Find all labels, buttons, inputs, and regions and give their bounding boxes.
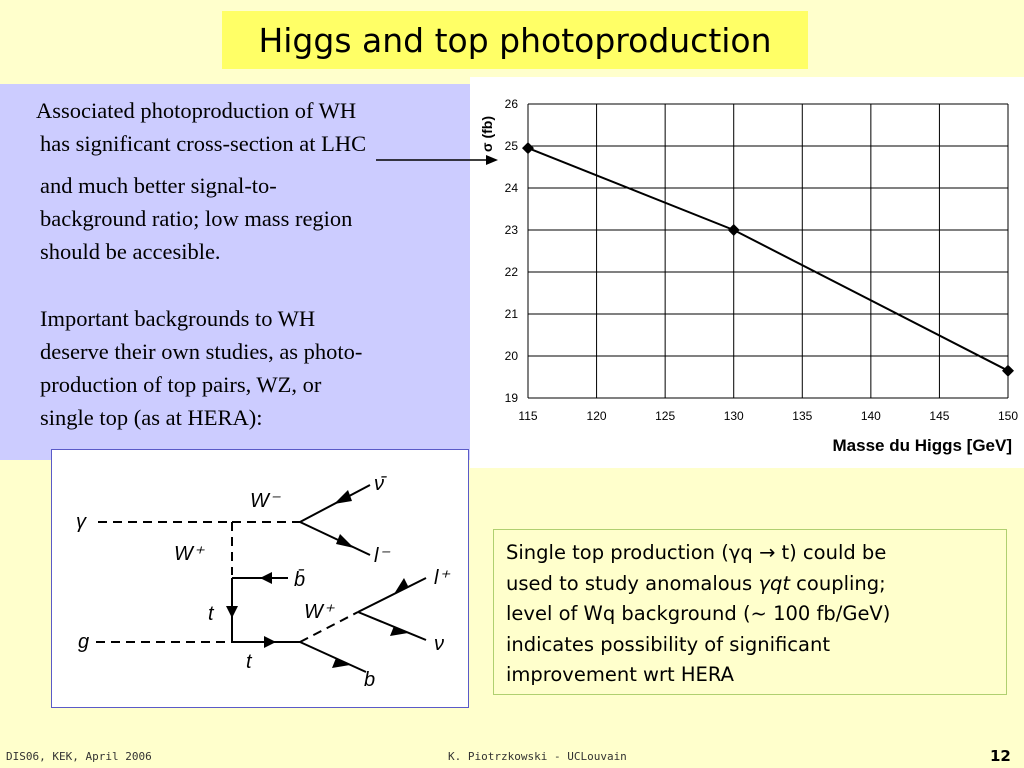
y-tick-label: 26 bbox=[504, 97, 518, 111]
x-axis-label: Masse du Higgs [GeV] bbox=[832, 436, 1012, 455]
y-tick-label: 25 bbox=[504, 139, 518, 153]
x-tick-label: 135 bbox=[792, 409, 813, 423]
note-line: used to study anomalous γqt coupling; bbox=[506, 571, 886, 595]
data-point bbox=[728, 224, 740, 236]
slide-title: Higgs and top photoproduction bbox=[222, 11, 808, 69]
lminus-label: l⁻ bbox=[374, 545, 389, 567]
lplus-label: l⁺ bbox=[434, 567, 449, 589]
page-number: 12 bbox=[990, 747, 1011, 765]
text-line: should be accesible. bbox=[40, 239, 221, 264]
gamma-label: γ bbox=[76, 511, 86, 533]
series-line bbox=[528, 148, 1008, 371]
x-tick-label: 120 bbox=[586, 409, 607, 423]
x-tick-label: 125 bbox=[655, 409, 676, 423]
text-line: deserve their own studies, as photo- bbox=[40, 339, 363, 364]
feynman-diagram bbox=[52, 450, 468, 707]
note-line: level of Wq background (~ 100 fb/GeV) bbox=[506, 602, 891, 625]
text-line: background ratio; low mass region bbox=[40, 206, 353, 231]
x-tick-label: 140 bbox=[860, 409, 881, 423]
y-tick-label: 23 bbox=[504, 223, 518, 237]
text-line: production of top pairs, WZ, or bbox=[40, 372, 322, 397]
t-bottom-label: t bbox=[246, 651, 252, 673]
feynman-diagram-panel bbox=[51, 449, 469, 708]
w-plus-right-label: W⁺ bbox=[304, 601, 334, 623]
lminus-line bbox=[300, 522, 370, 555]
nubar-label: ν̄ bbox=[374, 473, 384, 495]
y-tick-label: 21 bbox=[504, 307, 518, 321]
footer-conference: DIS06, KEK, April 2006 bbox=[6, 750, 152, 763]
text-line: has significant cross-section at LHC bbox=[40, 131, 367, 156]
nu-label: ν bbox=[434, 633, 444, 655]
y-tick-label: 22 bbox=[504, 265, 518, 279]
y-axis-label: σ (fb) bbox=[479, 115, 495, 152]
text-line: Important backgrounds to WH bbox=[40, 306, 316, 331]
bbar-label: b̄ bbox=[294, 569, 306, 591]
y-tick-label: 19 bbox=[504, 391, 518, 405]
text-panel bbox=[0, 84, 476, 460]
note-line: improvement wrt HERA bbox=[506, 663, 734, 686]
nu-line bbox=[358, 612, 426, 640]
b-label: b bbox=[364, 669, 376, 691]
pointer-arrow bbox=[370, 150, 500, 170]
text-line: Associated photoproduction of WH bbox=[36, 98, 357, 123]
note-line: indicates possibility of significant bbox=[506, 632, 830, 656]
w-minus-label: W⁻ bbox=[250, 490, 280, 512]
x-tick-label: 145 bbox=[929, 409, 950, 423]
lplus-line bbox=[358, 578, 426, 612]
t-vertical-label: t bbox=[208, 603, 214, 625]
y-tick-label: 24 bbox=[504, 181, 518, 195]
text-line: single top (as at HERA): bbox=[40, 405, 263, 430]
x-tick-label: 115 bbox=[518, 409, 538, 423]
chart-panel bbox=[470, 77, 1024, 468]
y-tick-label: 20 bbox=[504, 349, 518, 363]
data-point bbox=[1002, 365, 1014, 377]
footer-author: K. Piotrzkowski - UCLouvain bbox=[448, 750, 627, 763]
text-line: and much better signal-to- bbox=[40, 173, 277, 198]
x-tick-label: 150 bbox=[997, 409, 1019, 423]
gluon-label: g bbox=[78, 631, 90, 653]
w-plus-left-label: W⁺ bbox=[174, 543, 204, 565]
cross-section-chart bbox=[470, 77, 1024, 468]
note-line: Single top production (γq → t) could be bbox=[506, 541, 887, 564]
data-point bbox=[522, 142, 534, 154]
x-tick-label: 130 bbox=[723, 409, 744, 423]
note-box bbox=[493, 529, 1007, 695]
